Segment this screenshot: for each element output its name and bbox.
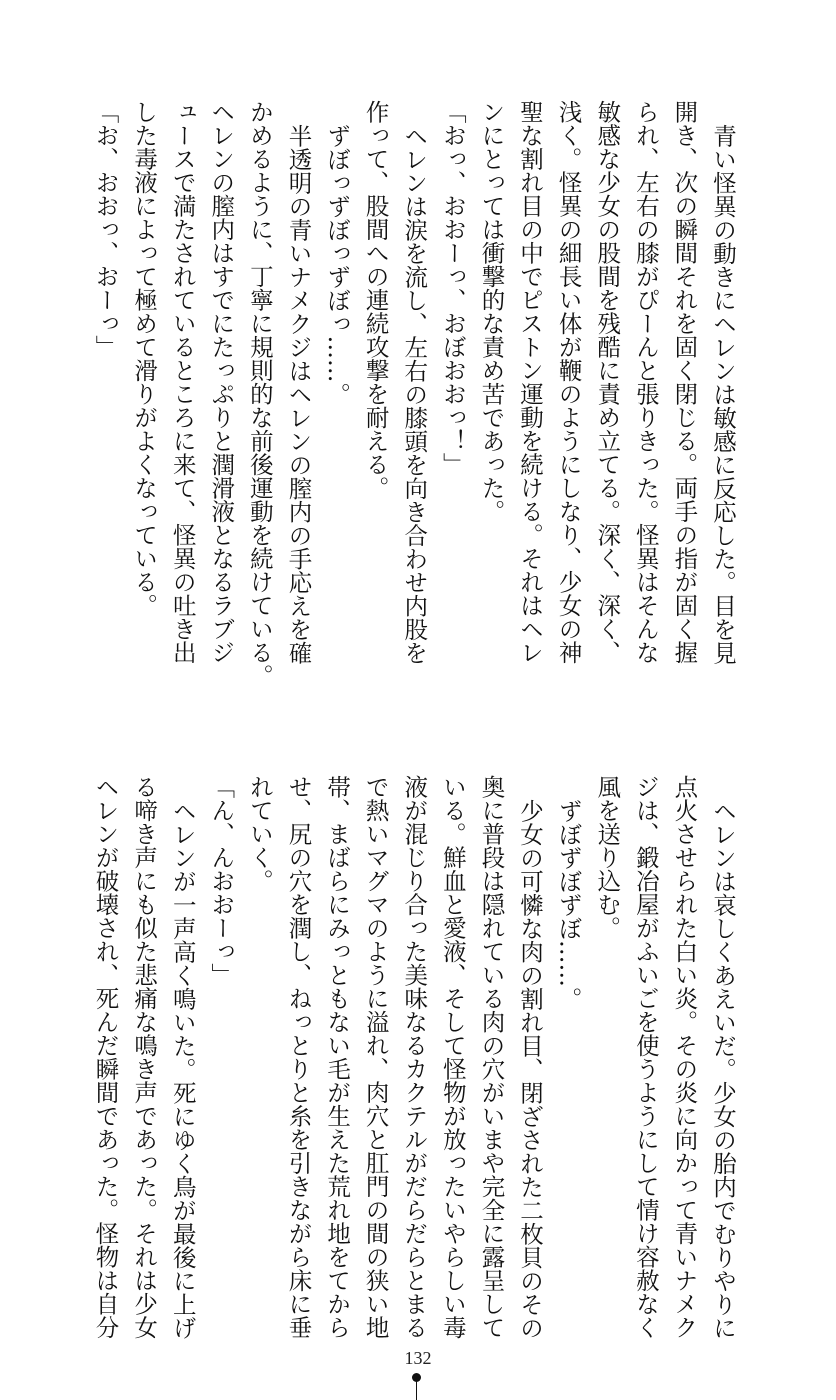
text-column: ヘレンが破壊され、死んだ瞬間であった。怪物は自分: [91, 775, 120, 1339]
text-column: られ、左右の膝がぴーんと張りきった。怪異はそんな: [631, 100, 660, 664]
text-column: 半透明の青いナメクジはヘレンの膣内の手応えを確: [284, 123, 313, 664]
text-column: ヘレンが一声高く鳴いた。死にゆく鳥が最後に上げ: [168, 798, 197, 1339]
text-column: る啼き声にも似た悲痛な鳴き声であった。それは少女: [130, 775, 159, 1339]
text-column: 敏感な少女の股間を残酷に責め立てる。深く、深く、: [593, 100, 622, 664]
text-column: ヘレンは涙を流し、左右の膝頭を向き合わせ内股を: [400, 123, 429, 664]
text-column: 風を送り込む。: [593, 775, 622, 940]
text-column: した毒液によって極めて滑りがよくなっている。: [130, 100, 159, 617]
text-column: 液が混じり合った美味なるカクテルがだらだらとまる: [400, 775, 429, 1339]
text-column: ジは、鍛冶屋がふいごを使うようにして情け容赦なく: [631, 775, 660, 1339]
text-column: 作って、股間への連続攻撃を耐える。: [361, 100, 390, 500]
text-column: 「お、おおっ、おーっ」: [91, 100, 120, 359]
text-column: 「ん、んおおーっ」: [207, 775, 236, 987]
top-text-block: [86, 100, 742, 710]
bottom-text-block: [86, 775, 742, 1341]
text-column: ュースで満たされているところに来て、怪異の吐き出: [168, 100, 197, 664]
text-column: ヘレンは哀しくあえいだ。少女の胎内でむりやりに: [709, 798, 737, 1339]
text-column: 帯、まばらにみっともない毛が生えた荒れ地をてから: [323, 775, 352, 1339]
text-column: で熱いマグマのように溢れ、肉穴と肛門の間の狭い地: [361, 775, 390, 1339]
text-column: 奥に普段は隠れている肉の穴がいまや完全に露呈して: [477, 775, 506, 1339]
text-column: ずぼずぼずぼ……。: [554, 798, 583, 1010]
page-marker-line: [416, 1381, 417, 1400]
page-number: 132: [404, 1348, 432, 1368]
text-column: 点火させられた白い炎。その炎に向かって青いナメク: [670, 775, 699, 1339]
text-column: ヘレンの膣内はすでにたっぷりと潤滑液となるラブジ: [207, 100, 236, 664]
text-column: いる。鮮血と愛液、そして怪物が放ったいやらしい毒: [438, 775, 467, 1339]
text-column: 開き、次の瞬間それを固く閉じる。両手の指が固く握: [670, 100, 699, 664]
text-column: ンにとっては衝撃的な責め苦であった。: [477, 100, 506, 523]
text-column: せ、尻の穴を潤し、ねっとりと糸を引きながら床に垂: [284, 775, 313, 1339]
text-column: 聖な割れ目の中でピストン運動を続ける。それはヘレ: [516, 100, 545, 664]
text-column: 青い怪異の動きにヘレンは敏感に反応した。目を見: [709, 123, 737, 664]
text-column: 「おっ、おおーっ、おぼおおっ！」: [438, 100, 467, 476]
text-column: かめるように、丁寧に規則的な前後運動を続けている。: [245, 100, 274, 688]
text-column: 少女の可憐な肉の割れ目、閉ざされた二枚貝のその: [516, 798, 545, 1339]
text-column: れていく。: [245, 775, 274, 893]
text-column: 浅く。怪異の細長い体が鞭のようにしなり、少女の神: [554, 100, 583, 664]
text-column: ずぼっずぼっずぼっ……。: [323, 123, 352, 406]
